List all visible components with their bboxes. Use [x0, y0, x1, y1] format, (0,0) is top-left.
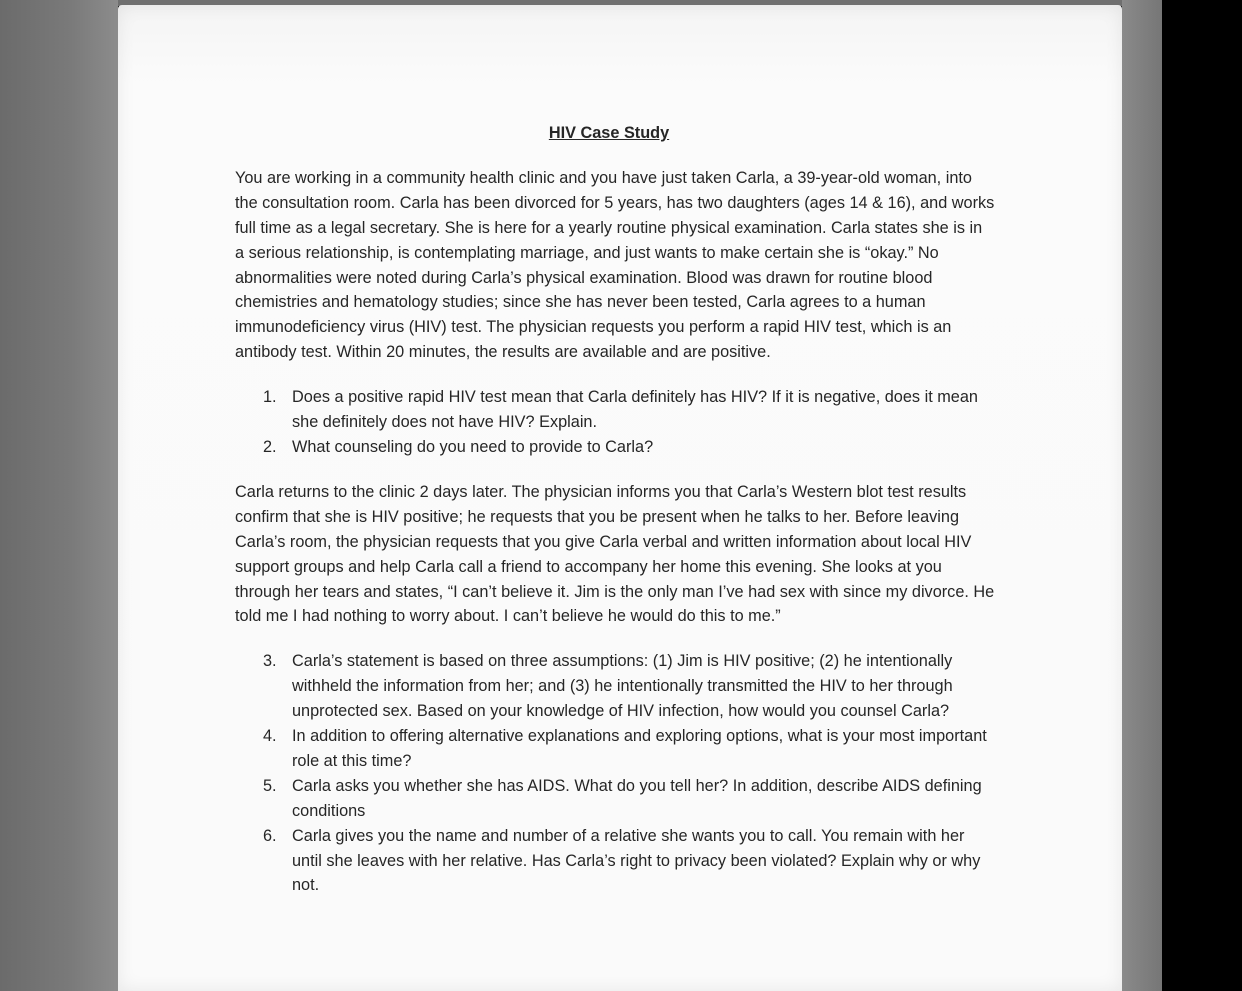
question-item — [235, 435, 995, 460]
question-number: 1. — [263, 388, 277, 407]
question-text: Carla asks you whether she has AIDS. What do you tell her? In addition, describe AIDS defining conditions — [292, 776, 982, 820]
question-text: In addition to offering alternative explanations and exploring options, what is your most important role at this time? — [292, 727, 987, 770]
document-body — [235, 121, 995, 898]
question-item — [235, 774, 995, 824]
question-list-part2 — [235, 649, 995, 898]
question-text: What counseling do you need to provide to Carla? — [292, 437, 654, 456]
question-number: 5. — [263, 776, 277, 795]
question-item — [235, 649, 995, 724]
question-number: 2. — [263, 437, 277, 456]
question-item — [235, 824, 995, 899]
question-text: Carla’s statement is based on three assumptions: (1) Jim is HIV positive; (2) he intentionally withheld the information from her; and (3) he intentionally transmitted the HIV to her through unprotected sex. Based on your knowledge of HIV infection, how would you counsel Carla? — [292, 652, 953, 721]
followup-paragraph: Carla returns to the clinic 2 days later. The physician informs you that Carla’s Western blot test results confirm that she is HIV positive; he requests that you be present when he talks to her. Before leaving Carla’s room, the physician requests that you give Carla verbal and written information about local HIV support groups and help Carla call a friend to accompany her home this evening. She looks at you through her tears and states, “I can’t believe it. Jim is the only man I’ve had sex with since my divorce. He told me I had nothing to worry about. I can’t believe he would do this to me.” — [235, 482, 995, 626]
document-title: HIV Case Study — [548, 124, 670, 142]
question-item — [235, 724, 995, 774]
question-number: 6. — [263, 826, 277, 845]
question-number: 3. — [263, 652, 277, 671]
question-text: Carla gives you the name and number of a relative she wants you to call. You remain with her until she leaves with her relative. Has Carla’s right to privacy been violated? Explain why or why not. — [292, 826, 981, 895]
background-left — [0, 0, 118, 991]
question-item — [235, 385, 995, 435]
background-right — [1122, 0, 1162, 991]
intro-paragraph: You are working in a community health clinic and you have just taken Carla, a 39-year-old woman, into the consultation room. Carla has been divorced for 5 years, has two daughters (ages 14 & 16), and works full time as a legal secretary. She is here for a yearly routine physical examination. Carla states she is in a serious relationship, is contemplating marriage, and just wants to make certain she is “okay.” No abnormalities were noted during Carla’s physical examination. Blood was drawn for routine blood chemistries and hematology studies; since she has never been tested, Carla agrees to a human immunodeficiency virus (HIV) test. The physician requests you perform a rapid HIV test, which is an antibody test. Within 20 minutes, the results are available and are positive. — [235, 168, 995, 362]
question-text: Does a positive rapid HIV test mean that Carla definitely has HIV? If it is negative, does it mean she definitely does not have HIV? Explain. — [292, 388, 978, 432]
paper-sheet — [118, 5, 1122, 991]
question-number: 4. — [263, 727, 277, 746]
question-list-part1 — [235, 385, 995, 460]
background-edge — [1162, 0, 1242, 991]
